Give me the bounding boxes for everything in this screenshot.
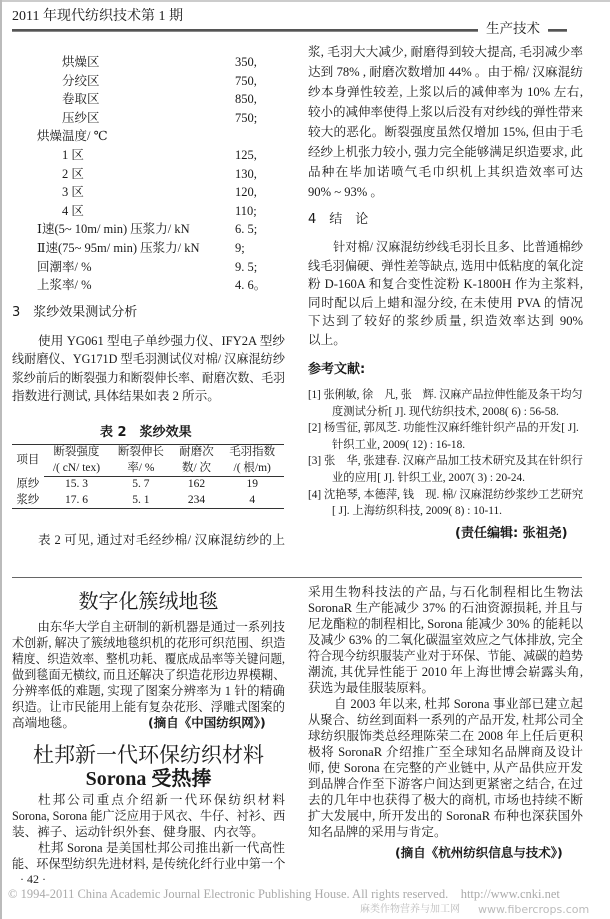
param-label: 2 区	[62, 166, 84, 181]
table-cell: 234	[187, 493, 206, 506]
reference-item	[308, 453, 583, 486]
table-header: /( cN/ tex)	[44, 461, 109, 477]
text-line: 术创新, 解决了簇绒地毯织机的花形可织范围、织造	[12, 636, 286, 650]
table-header: 项目	[16, 454, 40, 466]
news-subtitle-sorona: Sorona 受热捧	[85, 768, 212, 790]
table-header: 耐磨次	[179, 446, 214, 458]
table-cell: 5. 7	[132, 478, 150, 490]
text-line: 纱本身弹性较差, 上浆以后的减伸率为 10% 左右,	[308, 85, 583, 99]
section-3-heading: 3 浆纱效果测试分析	[12, 305, 138, 320]
reference-text-cont: 针织工业, 2009( 12) : 16-18.	[332, 438, 466, 451]
text-line: 以上。	[308, 332, 346, 347]
news-title-sorona: 杜邦新一代环保纺织材料	[33, 743, 264, 767]
references-title: 参考文献:	[308, 362, 366, 377]
param-value: 750,	[235, 73, 257, 88]
table-cell: 19	[246, 478, 258, 490]
param-label: 3 区	[62, 185, 84, 200]
text-line: Sorona, Sorona 能广泛应用于风衣、牛仔、衬衫、西	[12, 809, 286, 823]
text-line: 去的几年中也获得了极大的商机, 市场也持续不断	[308, 793, 583, 807]
section-divider	[12, 577, 582, 578]
text-line: SoronaR 生产能减少 37% 的石油资源损耗, 并且与	[308, 601, 583, 615]
news-carpet-source: (摘自《中国纺织网》)	[148, 715, 266, 730]
param-value: 350,	[235, 55, 257, 69]
text-line: 较小的减伸率使得上浆以后没有对纱线的弹性带来	[308, 105, 584, 119]
text-line: 能、环保型纺织先进材料, 是传统化纤行业中第一个	[12, 857, 286, 871]
reference-number: [1]	[308, 389, 321, 401]
text-line: 同时配以后上蜡和湿分绞, 在未使用 PVA 的情况	[308, 295, 583, 310]
param-label: 上浆率/ %	[37, 278, 92, 293]
scan-border-left	[0, 0, 2, 919]
right-paragraph-1	[308, 42, 583, 202]
editor-credit: (责任编辑: 张祖尧)	[455, 526, 568, 541]
text-line: 到品牌合作至下游客户间达到更紧密之结合, 在过	[308, 777, 583, 791]
table-cell: 15. 3	[64, 478, 88, 490]
param-label: 压纱区	[62, 110, 100, 125]
reference-text: 沈艳琴, 本德萍, 钱 现. 棉/ 汉麻混纺纱浆纱工艺研究	[323, 488, 584, 501]
table-caption: 表 2 浆纱效果	[100, 425, 192, 440]
text-line: 90% ~ 93% 。	[308, 185, 384, 199]
conclusion-paragraph	[308, 238, 583, 350]
reference-item	[308, 387, 583, 420]
text-line: 知名品牌的采用与肯定。	[308, 825, 447, 839]
text-line: 较大的恶化。断裂强度虽然仅增加 15%, 但由于毛	[308, 125, 583, 139]
table-cell: 浆纱	[16, 493, 40, 506]
text-line: 符合现今纺织服装产业对于环保、节能、减碳的趋势	[308, 649, 583, 663]
sorona-paragraph-3	[308, 584, 583, 696]
param-label: 分绞区	[62, 73, 100, 88]
param-label: 4 区	[62, 203, 84, 218]
results-table	[12, 444, 284, 509]
text-line: 尼龙酯粒的制程相比, Sorona 能减少 30% 的能耗以	[308, 617, 584, 631]
text-line: 浆, 毛羽大大减少, 耐磨得到较大提高, 毛羽减少率	[308, 45, 583, 59]
table-header: 数/ 次	[173, 461, 221, 477]
param-label: 烘燥温度/ ℃	[37, 129, 108, 144]
param-label: 烘燥区	[62, 55, 100, 69]
table-header: 断裂强度	[53, 446, 100, 458]
reference-number: [3]	[308, 455, 322, 468]
text-line: 由东华大学自主研制的新机器是通过一系列技	[37, 620, 285, 634]
text-line: 装、裤子、运动针织外套、健身服、内衣等。	[12, 825, 264, 839]
watermark-url: www.fibercrops.com	[478, 903, 590, 916]
param-value: 4. 6。	[235, 278, 267, 293]
table-header: 毛羽指数	[229, 446, 276, 458]
text-line: 线耐磨仪、YG171D 型毛羽测试仪对棉/ 汉麻混纺纱	[12, 352, 285, 367]
reference-text-cont: 业的应用[ J]. 针织工业, 2007( 3) : 20-24.	[332, 471, 525, 484]
section-3-paragraph	[12, 332, 285, 405]
reference-item	[308, 487, 583, 520]
table-cell: 17. 6	[64, 493, 88, 506]
text-line: 精度、织造效率、整机功耗、覆底成品率等关键问题,	[12, 652, 285, 666]
sorona-source: (摘自《杭州纺织信息与技术》)	[395, 845, 563, 860]
param-value: 110;	[235, 203, 257, 218]
param-value: 750;	[235, 110, 258, 125]
text-line: 经纱上机张力较小, 强力完全能够满足织造要求, 此	[308, 145, 584, 159]
param-value: 6. 5;	[235, 222, 258, 237]
param-value: 120,	[235, 185, 257, 200]
page-number: · 42 ·	[20, 872, 46, 886]
journal-header: 2011 年现代纺织技术第 1 期	[12, 9, 183, 24]
text-line: 做到毯面无横纹, 而且还解决了织造花形边界模糊、	[12, 668, 286, 682]
text-line: 下达到了较好的浆纱质量, 织造效率达到 90%	[308, 314, 583, 329]
text-line: 粉 D-160A 和复合变性淀粉 K-1800H 作为主浆料,	[308, 277, 583, 292]
text-line: 织造。让市民能用上能有复杂花形、浮雕式图案的	[12, 700, 286, 714]
text-line: 球纺织服饰类总经理陈荣二在 2008 年上任后更积	[308, 729, 583, 743]
table-header: 断裂伸长	[117, 446, 164, 458]
text-line: 自 2003 年以来, 杜邦 Sorona 事业部已建立起	[334, 697, 583, 711]
text-line: 达到 78% , 耐磨次数增加 44% 。由于棉/ 汉麻混纺	[308, 65, 583, 79]
text-line: 高端地毯。	[12, 716, 75, 730]
sorona-paragraph-4	[308, 696, 583, 840]
param-label: 1 区	[62, 148, 84, 162]
param-label: Ⅱ速(75~ 95m/ min) 压浆力/ kN	[37, 241, 200, 255]
param-value: 125,	[235, 148, 257, 162]
table-cell: 原纱	[16, 477, 40, 490]
table-row	[12, 493, 284, 509]
reference-text-cont: 度测试分析[ J]. 现代纺织技术, 2008( 6) : 56-58.	[332, 405, 559, 418]
table-discussion	[12, 531, 285, 549]
table-cell: 162	[187, 478, 206, 490]
reference-number: [4]	[308, 488, 322, 501]
param-label: Ⅰ速(5~ 10m/ min) 压浆力/ kN	[37, 222, 190, 237]
section-4-heading: 4 结 论	[308, 212, 369, 227]
param-label: 卷取区	[62, 92, 100, 107]
text-line: 潮流, 其优异性能于 2010 年上海世博会崭露头角,	[308, 665, 583, 679]
sorona-paragraph-2	[12, 840, 285, 872]
text-line: 及减少 63% 的二氧化碳温室效应之气体排放, 完全	[308, 633, 583, 647]
scan-border-top	[0, 0, 610, 2]
table-cell: 5. 1	[132, 493, 150, 506]
param-value: 9;	[235, 241, 245, 255]
text-line: 分辨率低的难题, 实现了图案分辨率为 1 针的精确	[12, 684, 285, 698]
reference-text: 张俐敏, 徐 凡, 张 辉. 汉麻产品拉伸性能及条干均匀	[323, 389, 583, 401]
text-line: 获选为最佳服装原料。	[308, 681, 434, 695]
table-row	[12, 477, 284, 493]
param-label: 回潮率/ %	[37, 259, 92, 274]
reference-text: 杨雪征, 郭凤芝. 功能性汉麻纤维针织产品的开发[ J].	[324, 422, 579, 435]
text-line: 指数进行测试, 具体结果如表 2 所示。	[12, 388, 220, 403]
copyright-notice: © 1994-2011 China Academic Journal Electronic Publishing House. All rights reserved. http://www.cnki.net	[8, 887, 560, 901]
watermark-chinese: 麻类作物营养与加工网	[360, 904, 460, 915]
reference-text: 张 华, 张建春. 汉麻产品加工技术研究及其在针织行	[323, 455, 583, 468]
news-title-carpet: 数字化簇绒地毯	[78, 591, 219, 613]
text-line: 浆纱前后的断裂强力和断裂伸长率、耐磨次数、毛羽	[12, 370, 285, 385]
text-line: 从聚合、纺丝到面料一系列的产品开发, 杜邦公司全	[308, 713, 584, 727]
section-tag: 生产技术	[478, 20, 548, 37]
text-line: 采用生物科技法的产品, 与石化制程相比生物法	[308, 585, 583, 599]
text-line: 表 2 可见, 通过对毛经纱棉/ 汉麻混纺纱的上	[38, 533, 285, 547]
param-value: 130,	[235, 166, 257, 181]
text-line: 扩大发展中, 所开发出的 SoronaR 布种也深获国外	[308, 809, 583, 823]
reference-text-cont: [ J]. 上海纺织科技, 2009( 8) : 10-11.	[332, 505, 502, 518]
table-header: 率/ %	[109, 461, 173, 477]
text-line: 品种在毕加诺喷气毛巾织机上其织造效率可达	[308, 165, 583, 179]
text-line: 针对棉/ 汉麻混纺纱线毛羽长且多、比普通棉纱	[333, 240, 583, 254]
text-line: 杜邦 Sorona 是美国杜邦公司推出新一代高性	[38, 841, 285, 855]
reference-number: [2]	[308, 422, 322, 435]
text-line: 师, 使 Sorona 在完整的产业链中, 从产品供应开发	[308, 761, 583, 775]
text-line: 线毛羽偏硬、弹性差等缺点, 选用中低粘度的氧化淀	[308, 258, 584, 273]
param-value: 9. 5;	[235, 259, 258, 274]
text-line: 极将 SoronaR 介绍推广至全球知名品牌商及设计	[308, 745, 583, 759]
text-line: 杜邦公司重点介绍新一代环保纺织材料	[38, 793, 285, 807]
text-line: 使用 YG061 型电子单纱强力仪、IFY2A 型纱	[38, 334, 285, 348]
reference-item	[308, 420, 583, 453]
param-value: 850,	[235, 92, 257, 107]
sorona-paragraph-1	[12, 792, 285, 840]
table-cell: 4	[249, 493, 256, 506]
table-header: /( 根/m)	[220, 461, 284, 477]
